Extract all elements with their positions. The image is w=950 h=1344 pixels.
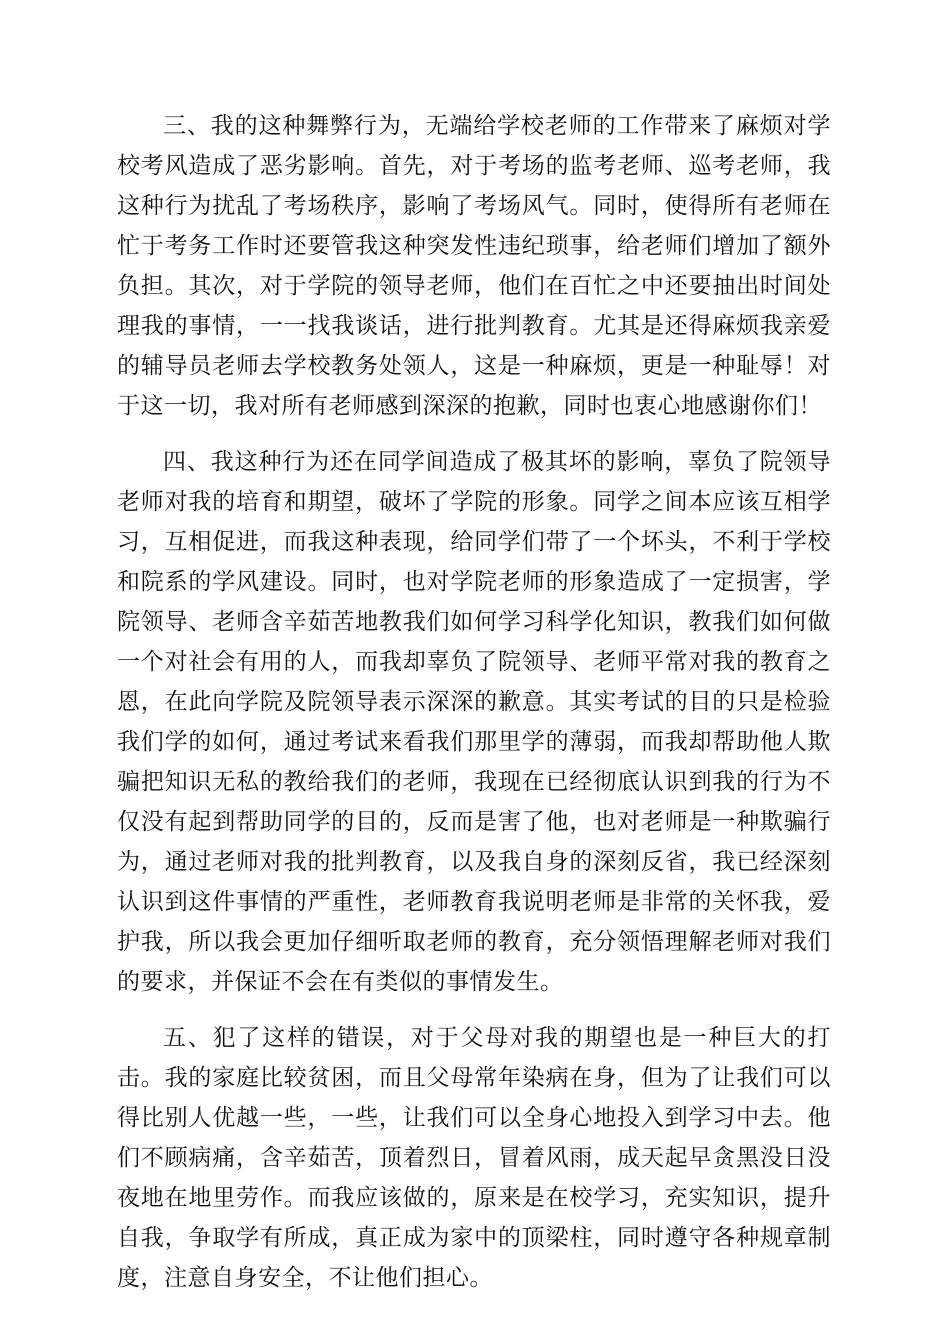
paragraph-four: 四、我这种行为还在同学间造成了极其坏的影响，辜负了院领导老师对我的培育和期望，破坏了学院的形象。同学之间本应该互相学习，互相促进，而我这种表现，给同学们带了一个坏头，不利于学校和院系的学风建设。同时，也对学院老师的形象造成了一定损害，学院领导、老师含辛茹苦地教我们如何学习科学化知识，教我们如何做一个对社会有用的人，而我却辜负了院领导、老师平常对我的教育之恩，在此向学院及院领导表示深深的歉意。其实考试的目的只是检验我们学的如何，通过考试来看我们那里学的薄弱，而我却帮助他人欺骗把知识无私的教给我们的老师，我现在已经彻底认识到我的行为不仅没有起到帮助同学的目的，反而是害了他，也对老师是一种欺骗行为，通过老师对我的批判教育，以及我自身的深刻反省，我已经深刻认识到这件事情的严重性，老师教育我说明老师是非常的关怀我，爱护我，所以我会更加仔细听取老师的教育，充分领悟理解老师对我们的要求，并保证不会在有类似的事情发生。 (117, 449, 831, 995)
paragraph-three: 三、我的这种舞弊行为，无端给学校老师的工作带来了麻烦对学校考风造成了恶劣影响。首先，对于考场的监考老师、巡考老师，我这种行为扰乱了考场秩序，影响了考场风气。同时，使得所有老师在忙于考务工作时还要管我这种突发性违纪琐事，给老师们增加了额外负担。其次，对于学院的领导老师，他们在百忙之中还要抽出时间处理我的事情，一一找我谈话，进行批判教育。尤其是还得麻烦我亲爱的辅导员老师去学校教务处领人，这是一种麻烦，更是一种耻辱！对于这一切，我对所有老师感到深深的抱歉，同时也衷心地感谢你们！ (117, 113, 831, 419)
document-body (117, 106, 831, 1314)
paragraph-five: 五、犯了这样的错误，对于父母对我的期望也是一种巨大的打击。我的家庭比较贫困，而且父母常年染病在身，但为了让我们可以得比别人优越一些，一些，让我们可以全身心地投入到学习中去。他们不顾病痛，含辛茹苦，顶着烈日，冒着风雨，成天起早贪黑没日没夜地在地里劳作。而我应该做的，原来是在校学习，充实知识，提升自我，争取学有所成，真正成为家中的顶梁柱，同时遵守各种规章制度，注意自身安全，不让他们担心。 (117, 1025, 831, 1291)
